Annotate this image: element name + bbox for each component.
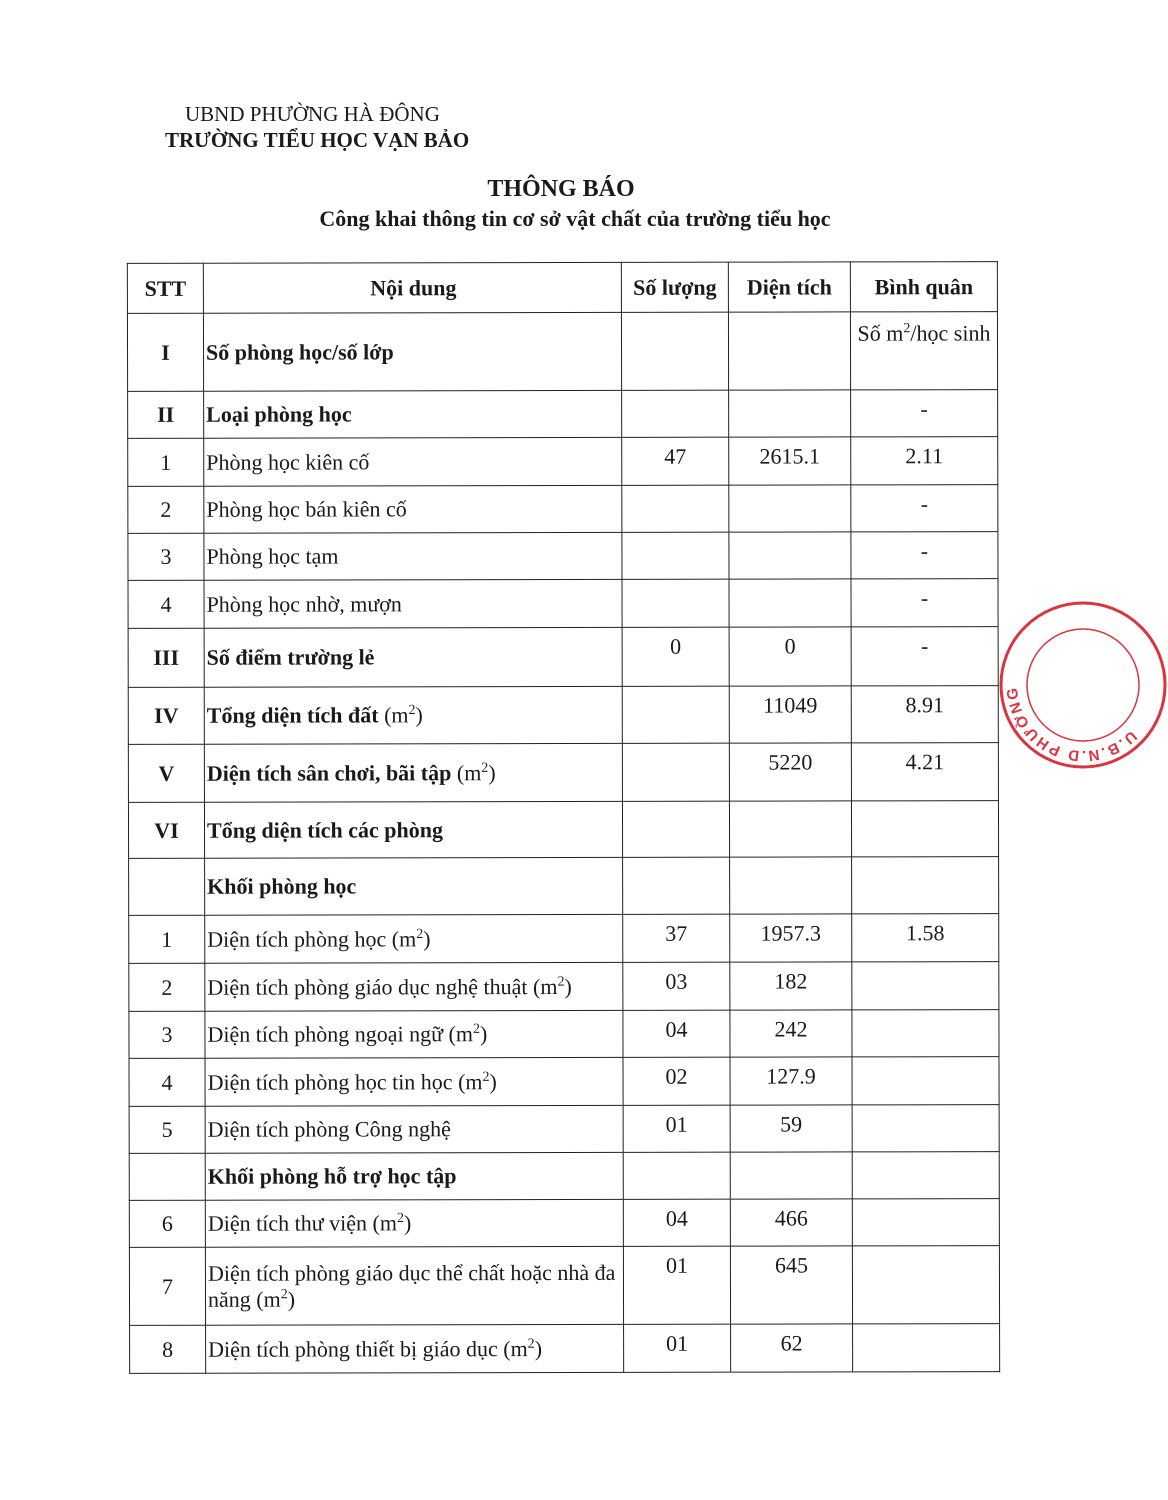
cell-qty <box>622 686 729 743</box>
col-header-avg: Bình quân <box>850 262 997 312</box>
cell-qty: 01 <box>623 1105 730 1152</box>
content-text: Diện tích phòng học tin học <box>207 1068 453 1095</box>
cell-stt: III <box>128 628 204 687</box>
unit-superscript: 2 <box>396 1211 404 1227</box>
cell-area <box>729 801 851 857</box>
content-text: Loại phòng học <box>206 401 352 427</box>
unit-text: (m <box>386 925 417 951</box>
col-header-qty: Số lượng <box>621 262 728 312</box>
unit-close: ) <box>489 1068 497 1094</box>
cell-area: 1957.3 <box>730 914 852 962</box>
table-row <box>129 857 999 916</box>
cell-content <box>204 532 622 580</box>
cell-content <box>205 1057 623 1106</box>
cell-qty <box>623 1152 730 1199</box>
cell-avg: - <box>851 627 998 686</box>
cell-qty <box>622 390 729 437</box>
table-row <box>127 312 997 392</box>
table-row <box>128 485 998 534</box>
col-header-stt: STT <box>127 263 203 313</box>
cell-stt <box>129 1153 205 1200</box>
cell-content <box>204 579 622 628</box>
unit-superscript: 2 <box>408 702 416 718</box>
cell-stt: 1 <box>128 438 204 486</box>
cell-area: 11049 <box>729 686 851 743</box>
unit-close: ) <box>534 1335 543 1361</box>
cell-avg <box>852 1105 999 1152</box>
content-text: Diện tích phòng giáo dục thể chất hoặc nhà đa năng <box>207 1259 616 1312</box>
cell-avg: - <box>851 532 998 579</box>
cell-stt: 5 <box>129 1106 205 1153</box>
table-row <box>129 1057 999 1107</box>
cell-avg <box>852 857 999 914</box>
cell-content <box>204 801 622 858</box>
cell-content <box>205 1152 623 1200</box>
cell-area <box>729 485 851 532</box>
content-text: Số điểm trường lẻ <box>206 644 375 670</box>
cell-stt: 2 <box>128 486 204 533</box>
content-text: Tổng diện tích các phòng <box>206 816 443 843</box>
unit-text: (m <box>497 1335 528 1361</box>
table-row <box>128 801 998 859</box>
cell-stt: 8 <box>130 1325 206 1373</box>
unit-text: (m <box>452 1068 483 1094</box>
unit-close: ) <box>479 1021 488 1047</box>
official-stamp <box>998 600 1168 770</box>
cell-content <box>205 857 623 915</box>
cell-stt: IV <box>128 687 204 744</box>
table-row <box>128 532 998 581</box>
cell-content <box>204 437 622 486</box>
cell-area: 182 <box>730 962 852 1010</box>
content-text: Phòng học tạm <box>206 543 339 569</box>
cell-area: 466 <box>730 1199 852 1246</box>
cell-content <box>205 1199 623 1247</box>
cell-area <box>730 1152 852 1199</box>
cell-stt: II <box>128 391 204 438</box>
cell-qty <box>622 532 729 579</box>
unit-superscript: 2 <box>280 1286 288 1302</box>
cell-qty: 03 <box>623 962 730 1010</box>
cell-area <box>729 579 851 627</box>
content-text: Phòng học kiên cố <box>206 448 370 475</box>
cell-stt: 3 <box>129 1011 205 1058</box>
cell-area: 242 <box>730 1010 852 1057</box>
cell-stt: I <box>127 313 203 391</box>
cell-qty: 04 <box>623 1010 730 1057</box>
table-row <box>128 437 998 487</box>
cell-content <box>205 1105 623 1153</box>
unit-close: ) <box>287 1286 296 1312</box>
cell-qty <box>621 312 728 390</box>
stamp-inner-ring <box>1027 629 1139 741</box>
cell-qty: 01 <box>624 1324 731 1372</box>
content-text: Diện tích phòng giáo dục nghệ thuật <box>207 973 528 1000</box>
org-school: TRƯỜNG TIỂU HỌC VẠN BẢO <box>165 128 470 152</box>
cell-area: 0 <box>729 627 851 686</box>
cell-avg: 8.91 <box>851 686 998 743</box>
unit-close: ) <box>415 702 423 728</box>
cell-avg <box>852 1152 999 1199</box>
cell-stt: 1 <box>129 915 205 963</box>
avg-suffix: /học sinh <box>910 320 991 346</box>
table-row <box>129 962 999 1012</box>
content-text: Diện tích phòng ngoại ngữ <box>207 1021 444 1047</box>
unit-superscript: 2 <box>416 926 424 942</box>
cell-avg <box>852 1010 999 1057</box>
cell-area: 2615.1 <box>729 437 851 485</box>
cell-avg: - <box>851 390 998 437</box>
table-row <box>129 1105 999 1154</box>
cell-avg <box>853 1324 1000 1372</box>
table-row <box>128 390 998 439</box>
cell-qty <box>623 857 730 914</box>
content-text: Phòng học bán kiên cố <box>206 496 407 522</box>
cell-content <box>204 627 622 687</box>
cell-stt: V <box>128 744 204 802</box>
cell-content <box>203 312 621 391</box>
cell-area: 127.9 <box>730 1057 852 1105</box>
cell-avg: 2.11 <box>851 437 998 485</box>
cell-avg <box>852 1246 999 1324</box>
cell-qty: 47 <box>622 437 729 485</box>
cell-qty: 0 <box>622 627 729 686</box>
table-row <box>129 914 999 964</box>
table-row <box>128 627 998 688</box>
table-header-row <box>127 262 997 314</box>
stamp-text: U.B.N.D PHƯỜNG <box>1003 685 1140 765</box>
cell-stt: 3 <box>128 533 204 580</box>
content-text: Số phòng học/số lớp <box>205 338 394 365</box>
table-row <box>129 1199 999 1248</box>
cell-qty: 04 <box>623 1199 730 1246</box>
cell-qty <box>622 485 729 532</box>
cell-avg <box>852 1057 999 1105</box>
cell-qty <box>622 743 729 801</box>
cell-avg: 1.58 <box>852 914 999 962</box>
cell-stt: VI <box>128 802 204 858</box>
cell-content <box>204 485 622 533</box>
table-row <box>129 1010 999 1059</box>
unit-superscript: 2 <box>472 1021 480 1037</box>
content-text: Diện tích phòng Công nghệ <box>207 1116 451 1142</box>
col-header-area: Diện tích <box>728 262 850 312</box>
col-header-content: Nội dung <box>203 262 621 313</box>
cell-stt: 6 <box>129 1200 205 1247</box>
table-row <box>128 743 998 803</box>
cell-area: 62 <box>731 1324 853 1372</box>
cell-avg: - <box>851 579 998 627</box>
cell-stt <box>129 858 205 915</box>
cell-area <box>729 532 851 579</box>
cell-area <box>729 390 851 437</box>
unit-text: (m <box>527 973 558 999</box>
content-text: Diện tích phòng học <box>207 925 387 952</box>
cell-avg: - <box>851 485 998 532</box>
cell-content <box>204 390 622 438</box>
table-row <box>128 579 998 629</box>
table-row <box>128 686 998 745</box>
cell-stt: 4 <box>129 1058 205 1106</box>
cell-content <box>205 962 623 1011</box>
unit-superscript: 2 <box>527 1336 535 1352</box>
avg-prefix: Số m <box>857 320 904 346</box>
table-row <box>130 1324 1000 1374</box>
cell-avg <box>850 312 997 390</box>
unit-close: ) <box>564 973 572 999</box>
cell-qty: 01 <box>623 1246 730 1324</box>
cell-qty: 02 <box>623 1057 730 1105</box>
stamp-outer-ring <box>1001 603 1165 767</box>
cell-qty: 37 <box>623 914 730 962</box>
unit-text: (m <box>250 1286 281 1312</box>
cell-content <box>204 743 622 802</box>
table-row <box>129 1246 999 1326</box>
cell-qty <box>622 579 729 627</box>
content-text: Tổng diện tích đất <box>206 702 379 728</box>
unit-superscript: 2 <box>482 1069 490 1085</box>
unit-text: (m <box>442 1021 473 1047</box>
doc-title: THÔNG BÁO <box>487 176 635 202</box>
org-ward: UBND PHƯỜNG HÀ ĐÔNG <box>185 102 440 126</box>
unit-close: ) <box>488 759 496 785</box>
content-text: Diện tích phòng thiết bị giáo dục <box>208 1335 498 1362</box>
cell-stt: 2 <box>129 963 205 1011</box>
cell-avg <box>851 801 998 857</box>
cell-area <box>730 857 852 914</box>
cell-stt: 7 <box>129 1247 205 1325</box>
organization-header <box>165 101 469 153</box>
cell-area: 59 <box>730 1105 852 1152</box>
cell-content <box>205 1010 623 1058</box>
svg-text:U.B.N.D PHƯỜNG <box>1004 685 1140 764</box>
cell-content <box>206 1324 624 1373</box>
content-text: Phòng học nhờ, mượn <box>206 590 402 617</box>
cell-area: 5220 <box>729 743 851 801</box>
unit-close: ) <box>423 925 431 951</box>
unit-text: (m <box>366 1210 397 1236</box>
cell-content <box>205 914 623 963</box>
table-row <box>129 1152 999 1201</box>
cell-content <box>205 1246 623 1325</box>
cell-avg <box>852 962 999 1010</box>
cell-area <box>728 312 850 390</box>
cell-content <box>204 686 622 744</box>
content-text: Khối phòng hỗ trợ học tập <box>207 1163 457 1189</box>
facilities-table <box>127 261 1000 1374</box>
cell-qty <box>622 801 729 857</box>
unit-close: ) <box>403 1210 412 1236</box>
doc-subtitle: Công khai thông tin cơ sở vật chất của trường tiểu học <box>319 206 831 231</box>
unit-text: (m <box>378 702 409 728</box>
avg-superscript: 2 <box>903 321 911 337</box>
cell-stt: 4 <box>128 580 204 628</box>
unit-text: (m <box>451 759 482 785</box>
cell-avg <box>852 1199 999 1246</box>
cell-area: 645 <box>730 1246 852 1324</box>
content-text: Diện tích sân chơi, bãi tập <box>206 759 452 786</box>
cell-avg: 4.21 <box>851 743 998 801</box>
unit-superscript: 2 <box>481 760 489 776</box>
unit-superscript: 2 <box>557 974 565 990</box>
content-text: Diện tích thư viện <box>207 1210 368 1236</box>
content-text: Khối phòng học <box>207 873 357 899</box>
